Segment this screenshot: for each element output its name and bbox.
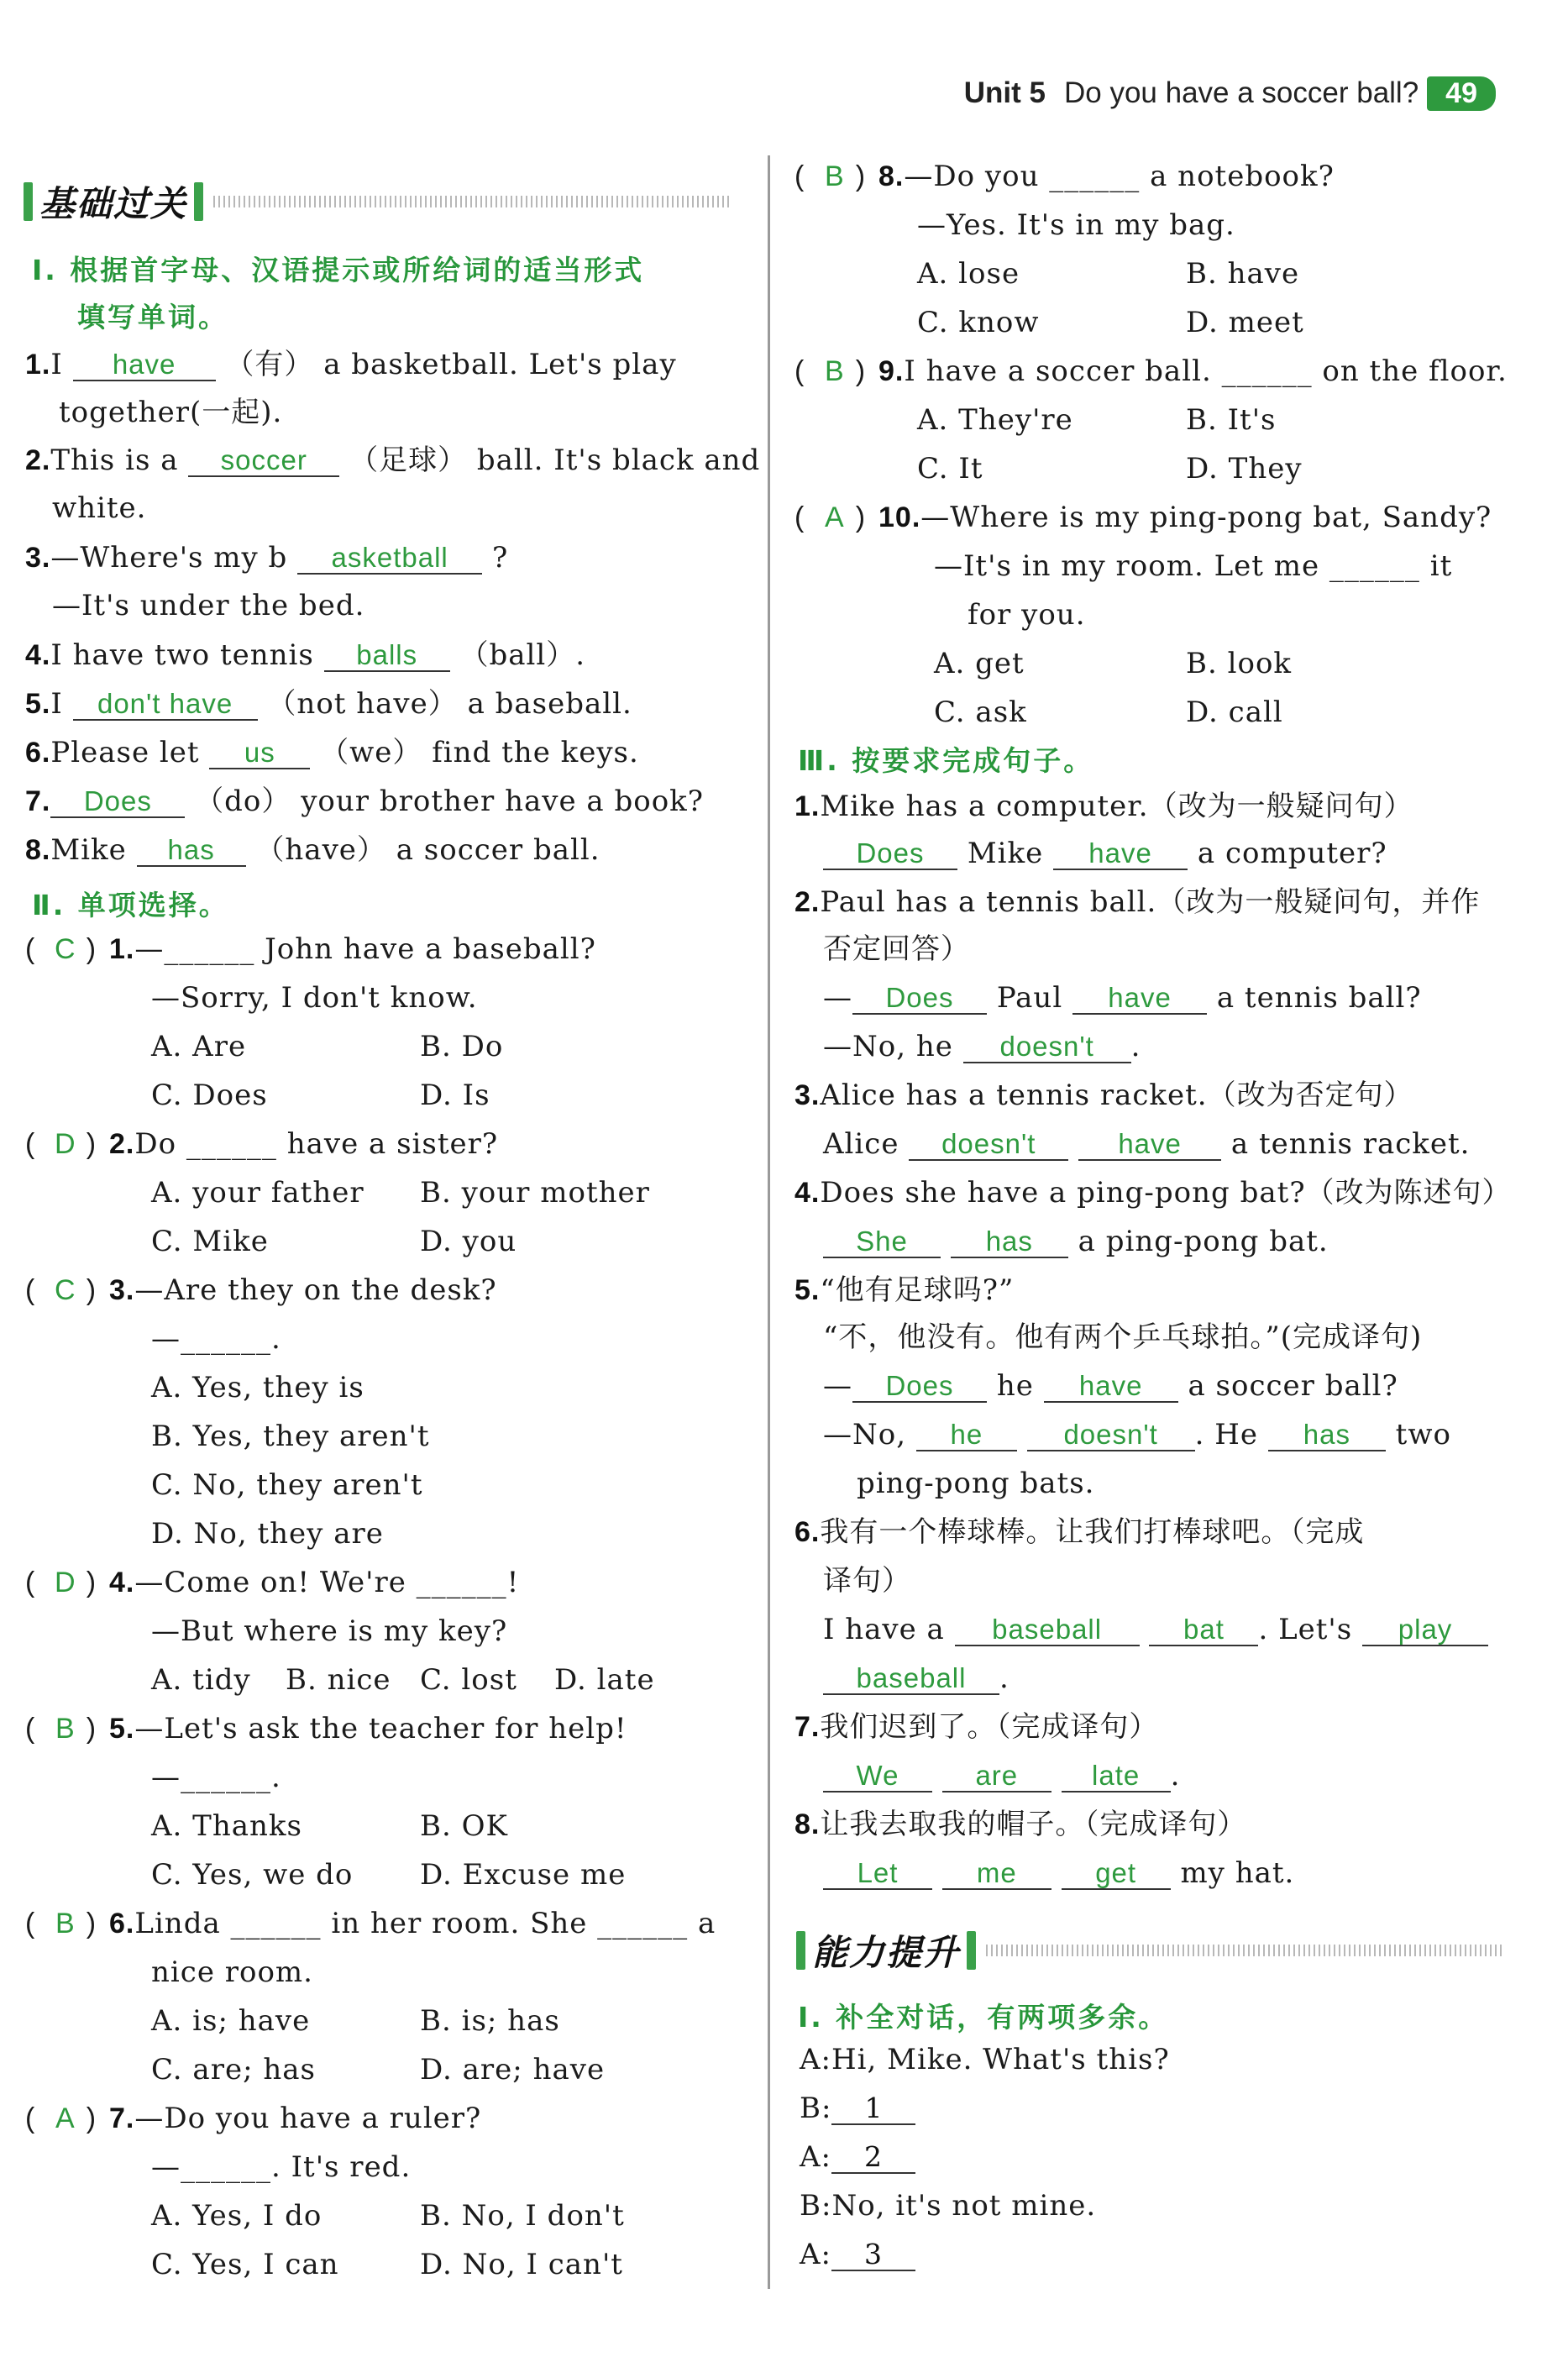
- option[interactable]: C. ask: [934, 695, 1027, 729]
- answer-blank[interactable]: doesn't: [909, 1129, 1068, 1161]
- answer-blank[interactable]: late: [1062, 1761, 1171, 1792]
- text: Please let: [50, 736, 200, 769]
- dialog-text: No, it's not mine.: [831, 2189, 1097, 2223]
- complete-item-1: [794, 790, 1413, 823]
- item-number: 2.: [109, 1128, 135, 1160]
- item-number: 3.: [109, 1274, 135, 1306]
- answer-blank[interactable]: doesn't: [1027, 1420, 1195, 1451]
- banner-title: 基础过关: [39, 183, 188, 224]
- item-number: 9.: [878, 355, 905, 387]
- complete-item-2: [794, 885, 1480, 919]
- item-number: 8.: [25, 834, 51, 866]
- complete-item-2-cont: 否定回答）: [823, 932, 970, 966]
- text: This is a: [50, 444, 179, 477]
- item-number: 5.: [109, 1713, 135, 1745]
- text: a tennis ball?: [1216, 981, 1422, 1015]
- complete-item-8-answer: [823, 1856, 1294, 1890]
- option[interactable]: A. is; have: [151, 2004, 311, 2038]
- item-number: 8.: [878, 160, 905, 192]
- mc-item-3-line2: —______.: [151, 1322, 281, 1356]
- dialog-line: [800, 2238, 915, 2271]
- mc-item-10-line2: —It's in my room. Let me ______ it: [934, 549, 1453, 583]
- text: （do） your brother have a book?: [195, 785, 704, 818]
- item-number: 4.: [109, 1567, 135, 1598]
- mc-item-8-line2: —Yes. It's in my bag.: [917, 208, 1235, 242]
- text: . He: [1194, 1418, 1259, 1451]
- text: a computer?: [1197, 837, 1387, 870]
- text: I have two tennis: [50, 638, 314, 672]
- option[interactable]: C. are; has: [151, 2053, 316, 2086]
- option[interactable]: C. lost: [420, 1663, 517, 1697]
- page-header: [964, 72, 1496, 114]
- complete-item-2-answer: — Does Paul have a tennis ball?: [823, 981, 1422, 1015]
- option[interactable]: B. your mother: [420, 1176, 650, 1210]
- answer-blank[interactable]: he: [916, 1420, 1017, 1451]
- answer-blank[interactable]: has: [137, 835, 246, 867]
- option[interactable]: A. get: [934, 647, 1025, 680]
- answer-bracket: ( B ): [25, 1713, 97, 1745]
- option[interactable]: D. No, I can't: [420, 2248, 623, 2281]
- banner-basics: [24, 176, 729, 227]
- answer-blank[interactable]: me: [942, 1858, 1051, 1890]
- option[interactable]: C. No, they aren't: [151, 1468, 423, 1502]
- item-number: 7.: [109, 2102, 135, 2134]
- option[interactable]: B. Yes, they aren't: [151, 1420, 430, 1453]
- banner-bar: [796, 1931, 805, 1970]
- fill-item-2: [25, 444, 760, 477]
- answer-blank[interactable]: us: [209, 737, 310, 769]
- instruction: 让我去取我的帽子。（完成译句）: [820, 1808, 1247, 1841]
- complete-item-6-cont: 译句）: [823, 1564, 911, 1598]
- answer-bracket: ( B ): [794, 355, 867, 387]
- complete-item-7: [794, 1710, 1158, 1744]
- fill-item-1-cont: together(一起).: [59, 396, 283, 429]
- answer-blank[interactable]: soccer: [188, 445, 339, 477]
- answer-blank[interactable]: doesn't: [963, 1031, 1131, 1063]
- text: Paul: [996, 981, 1063, 1015]
- answer-blank[interactable]: are: [942, 1761, 1051, 1792]
- fill-item-5: [25, 687, 632, 721]
- instruction: Does she have a ping-pong bat?（改为陈述句）: [820, 1176, 1512, 1210]
- text: ?: [491, 541, 509, 575]
- mc-item-10-line3: for you.: [968, 598, 1086, 632]
- option[interactable]: D. call: [1186, 695, 1283, 729]
- unit-title: Do you have a soccer ball?: [1063, 76, 1419, 109]
- instruction: “他有足球吗?”: [820, 1273, 1015, 1307]
- speaker: A:: [800, 2140, 832, 2174]
- instruction: Alice has a tennis racket.（改为否定句）: [820, 1079, 1413, 1112]
- column-divider: [768, 155, 770, 2289]
- item-number: 6.: [25, 737, 51, 769]
- answer-blank[interactable]: Does: [823, 838, 957, 870]
- question-text: —Are they on the desk?: [134, 1273, 497, 1307]
- option[interactable]: A. They're: [917, 403, 1073, 437]
- text: （not have） a baseball.: [267, 687, 632, 721]
- option[interactable]: B. nice: [286, 1663, 391, 1697]
- answer-blank[interactable]: bat: [1149, 1614, 1258, 1646]
- text: Alice: [823, 1127, 899, 1161]
- text: a tennis racket.: [1230, 1127, 1471, 1161]
- item-number: 1.: [794, 790, 821, 822]
- dialog-line: [800, 2189, 1096, 2223]
- instruction: Paul has a tennis ball.（改为一般疑问句，并作: [820, 885, 1481, 919]
- mc-answer[interactable]: A: [55, 2102, 76, 2134]
- dialog-line: [800, 2140, 915, 2174]
- mc-item-1: [25, 932, 596, 966]
- complete-item-3: [794, 1079, 1413, 1112]
- dialog-blank[interactable]: 1: [831, 2093, 915, 2125]
- dialog-blank[interactable]: 3: [831, 2239, 915, 2271]
- item-number: 5.: [794, 1274, 821, 1306]
- speaker: B:: [800, 2189, 832, 2223]
- question-text: Linda ______ in her room. She ______ a: [134, 1907, 716, 1940]
- text: （ball）.: [459, 638, 586, 672]
- fill-item-3: [25, 541, 508, 575]
- mc-item-5-line2: —______.: [151, 1761, 281, 1794]
- item-number: 2.: [25, 444, 51, 476]
- banner-dots: [986, 1945, 1502, 1956]
- banner-dots: [213, 196, 729, 207]
- complete-item-4-answer: [823, 1225, 1329, 1258]
- answer-blank[interactable]: don't have: [73, 689, 258, 721]
- text: I: [50, 687, 63, 721]
- option[interactable]: B. No, I don't: [420, 2199, 625, 2233]
- fill-item-8: [25, 833, 600, 867]
- option[interactable]: B. have: [1186, 257, 1300, 291]
- mc-item-3: [25, 1273, 497, 1307]
- banner-bar: [194, 182, 203, 221]
- mc-answer[interactable]: B: [824, 160, 845, 192]
- option[interactable]: A. your father: [151, 1176, 364, 1210]
- item-number: 3.: [25, 542, 51, 574]
- text: Mike: [50, 833, 127, 867]
- complete-item-6-answer2: baseball .: [823, 1661, 1009, 1695]
- fill-item-7: [25, 785, 704, 818]
- speaker: A:: [800, 2043, 832, 2076]
- text: （足球） ball. It's black and: [349, 444, 761, 477]
- dialog-text: Hi, Mike. What's this?: [831, 2043, 1170, 2076]
- option[interactable]: B. Do: [420, 1030, 504, 1063]
- option[interactable]: A. lose: [917, 257, 1020, 291]
- complete-item-6: [794, 1515, 1364, 1549]
- section-1-title-cont: 填写单词。: [77, 301, 228, 333]
- option[interactable]: B. is; has: [420, 2004, 560, 2038]
- speaker: A:: [800, 2238, 832, 2271]
- banner-title: 能力提升: [812, 1932, 961, 1973]
- answer-blank[interactable]: have: [1072, 983, 1207, 1015]
- item-number: 1.: [109, 933, 135, 965]
- text: I have a: [823, 1613, 945, 1646]
- item-number: 7.: [25, 785, 51, 817]
- option[interactable]: A. Are: [151, 1030, 247, 1063]
- question-text: Do ______ have a sister?: [134, 1127, 499, 1161]
- answer-blank[interactable]: have: [1044, 1371, 1178, 1403]
- option[interactable]: D. No, they are: [151, 1517, 384, 1551]
- mc-item-6-line2: nice room.: [151, 1955, 313, 1989]
- complete-item-7-answer: We are late .: [823, 1759, 1180, 1792]
- answer-blank[interactable]: Does: [50, 786, 185, 818]
- mc-item-9: [794, 354, 1508, 388]
- option[interactable]: A. Yes, they is: [151, 1371, 364, 1404]
- option[interactable]: D. you: [420, 1225, 517, 1258]
- answer-bracket: ( C ): [25, 1274, 97, 1306]
- option[interactable]: A. Thanks: [151, 1809, 302, 1843]
- option[interactable]: D. Excuse me: [420, 1858, 627, 1892]
- banner-bar: [24, 182, 33, 221]
- fill-item-2-cont: white.: [52, 491, 147, 525]
- option[interactable]: B. look: [1186, 647, 1293, 680]
- complete-item-5-cont: “不，他没有。他有两个乒乓球拍。”(完成译句): [823, 1320, 1423, 1354]
- answer-blank[interactable]: have: [1053, 838, 1188, 870]
- answer-blank[interactable]: baseball: [955, 1614, 1140, 1646]
- answer-bracket: ( C ): [25, 933, 97, 965]
- item-number: 4.: [25, 639, 51, 671]
- item-number: 6.: [794, 1516, 821, 1548]
- answer-bracket: ( A ): [794, 501, 867, 533]
- text: I: [50, 348, 63, 381]
- answer-blank[interactable]: get: [1062, 1858, 1171, 1890]
- complete-item-6-answer: [823, 1613, 1488, 1646]
- fill-item-4: [25, 638, 585, 672]
- option[interactable]: D. are; have: [420, 2053, 606, 2086]
- option[interactable]: A. Yes, I do: [151, 2199, 323, 2233]
- fill-item-6: [25, 736, 639, 769]
- option[interactable]: B. It's: [1186, 403, 1277, 437]
- mc-item-7-line2: —______. It's red.: [151, 2150, 412, 2184]
- complete-item-5-reply: [823, 1418, 1451, 1451]
- option[interactable]: D. Is: [420, 1079, 490, 1112]
- section-1-title: Ⅰ. 根据首字母、汉语提示或所给词的适当形式: [32, 254, 645, 286]
- text: my hat.: [1180, 1856, 1295, 1890]
- section-4-title: Ⅰ. 补全对话，有两项多余。: [798, 2001, 1169, 2034]
- mc-item-1-line2: —Sorry, I don't know.: [151, 981, 478, 1015]
- option[interactable]: D. They: [1186, 452, 1303, 486]
- section-3-title: Ⅲ. 按要求完成句子。: [798, 744, 1094, 777]
- complete-item-3-answer: [823, 1127, 1470, 1161]
- mc-answer[interactable]: B: [55, 1908, 76, 1939]
- item-number: 3.: [794, 1079, 821, 1111]
- mc-answer[interactable]: A: [824, 501, 845, 533]
- fill-item-1: [25, 348, 677, 381]
- answer-bracket: ( D ): [25, 1128, 97, 1160]
- option[interactable]: D. late: [554, 1663, 655, 1697]
- answer-blank[interactable]: We: [823, 1761, 932, 1792]
- question-text: I have a soccer ball. ______ on the floor.: [904, 354, 1508, 388]
- mc-item-7: [25, 2102, 481, 2135]
- item-number: 8.: [794, 1808, 821, 1840]
- question-text: —Where is my ping-pong bat, Sandy?: [920, 501, 1492, 534]
- banner-ability: [796, 1925, 1502, 1976]
- option[interactable]: C. Mike: [151, 1225, 269, 1258]
- item-number: 1.: [25, 349, 51, 381]
- answer-blank[interactable]: baseball: [823, 1663, 999, 1695]
- mc-item-2: [25, 1127, 498, 1161]
- option[interactable]: A. tidy: [151, 1663, 251, 1697]
- option[interactable]: C. Yes, we do: [151, 1858, 354, 1892]
- text: a ping-pong bat.: [1078, 1225, 1329, 1258]
- item-number: 7.: [794, 1711, 821, 1743]
- complete-item-8: [794, 1808, 1246, 1841]
- answer-blank[interactable]: Does: [852, 983, 987, 1015]
- mc-answer[interactable]: B: [824, 355, 845, 387]
- mc-item-8: [794, 160, 1335, 193]
- option[interactable]: D. meet: [1186, 306, 1304, 339]
- mc-answer[interactable]: B: [55, 1713, 76, 1745]
- instruction: 我有一个棒球棒。让我们打棒球吧。（完成: [820, 1515, 1365, 1549]
- text: Mike: [967, 837, 1044, 870]
- speaker: B:: [800, 2092, 832, 2125]
- mc-item-4-line2: —But where is my key?: [151, 1614, 508, 1648]
- question-text: —Come on! We're ______!: [134, 1566, 520, 1599]
- instruction: 我们迟到了。（完成译句）: [820, 1710, 1159, 1744]
- mc-answer[interactable]: D: [55, 1128, 76, 1160]
- answer-blank[interactable]: Let: [823, 1858, 932, 1890]
- item-number: 4.: [794, 1177, 821, 1209]
- item-number: 10.: [878, 501, 921, 533]
- answer-bracket: ( B ): [25, 1908, 97, 1939]
- question-text: —Do you have a ruler?: [134, 2102, 482, 2135]
- answer-blank[interactable]: balls: [324, 640, 450, 672]
- answer-blank[interactable]: has: [1268, 1420, 1386, 1451]
- text: —No,: [823, 1418, 907, 1451]
- complete-item-2-reply: —No, he doesn't .: [823, 1030, 1141, 1063]
- complete-item-1-answer: [823, 837, 1387, 870]
- answer-blank[interactable]: asketball: [297, 543, 482, 575]
- mc-answer[interactable]: D: [55, 1567, 76, 1598]
- mc-answer[interactable]: C: [55, 1274, 76, 1306]
- answer-blank[interactable]: Does: [852, 1371, 987, 1403]
- text: （有） a basketball. Let's play: [225, 348, 677, 381]
- text: . Let's: [1258, 1613, 1353, 1646]
- mc-item-6: [25, 1907, 716, 1940]
- answer-blank[interactable]: have: [73, 349, 216, 381]
- answer-bracket: ( D ): [25, 1567, 97, 1598]
- answer-bracket: ( A ): [25, 2102, 97, 2134]
- instruction: Mike has a computer.（改为一般疑问句）: [820, 790, 1413, 823]
- complete-item-5: [794, 1273, 1014, 1307]
- text: （we） find the keys.: [320, 736, 639, 769]
- item-number: 6.: [109, 1908, 135, 1939]
- option[interactable]: C. know: [917, 306, 1040, 339]
- item-number: 5.: [25, 688, 51, 720]
- complete-item-5-answer: — Does he have a soccer ball?: [823, 1369, 1398, 1403]
- text: —No, he: [823, 1030, 953, 1063]
- complete-item-4: [794, 1176, 1512, 1210]
- answer-blank[interactable]: She: [823, 1226, 941, 1258]
- banner-bar: [967, 1931, 976, 1970]
- dialog-blank[interactable]: 2: [831, 2142, 915, 2174]
- item-number: 2.: [794, 886, 821, 918]
- option[interactable]: C. It: [917, 452, 983, 486]
- page-number: 49: [1427, 76, 1496, 111]
- option[interactable]: C. Does: [151, 1079, 268, 1112]
- question-text: —______ John have a baseball?: [134, 932, 596, 966]
- complete-item-5-cont2: ping-pong bats.: [857, 1467, 1095, 1500]
- text: （have） a soccer ball.: [255, 833, 600, 867]
- answer-blank[interactable]: has: [951, 1226, 1068, 1258]
- dialog-line: [800, 2043, 1170, 2076]
- question-text: —Do you ______ a notebook?: [904, 160, 1335, 193]
- option[interactable]: B. OK: [420, 1809, 508, 1843]
- text: a soccer ball?: [1188, 1369, 1398, 1403]
- answer-blank[interactable]: have: [1078, 1129, 1221, 1161]
- section-2-title: Ⅱ. 单项选择。: [32, 889, 229, 921]
- option[interactable]: C. Yes, I can: [151, 2248, 339, 2281]
- unit-label: Unit 5: [963, 76, 1046, 109]
- text: he: [996, 1369, 1034, 1403]
- text: —Where's my b: [50, 541, 288, 575]
- mc-answer[interactable]: C: [55, 933, 76, 965]
- question-text: —Let's ask the teacher for help!: [134, 1712, 627, 1745]
- fill-item-3-cont: —It's under the bed.: [52, 589, 365, 622]
- mc-item-4: [25, 1566, 519, 1599]
- mc-item-5: [25, 1712, 627, 1745]
- mc-item-10: [794, 501, 1492, 534]
- answer-blank[interactable]: play: [1362, 1614, 1488, 1646]
- dialog-line: [800, 2092, 915, 2125]
- answer-bracket: ( B ): [794, 160, 867, 192]
- text: two: [1395, 1418, 1451, 1451]
